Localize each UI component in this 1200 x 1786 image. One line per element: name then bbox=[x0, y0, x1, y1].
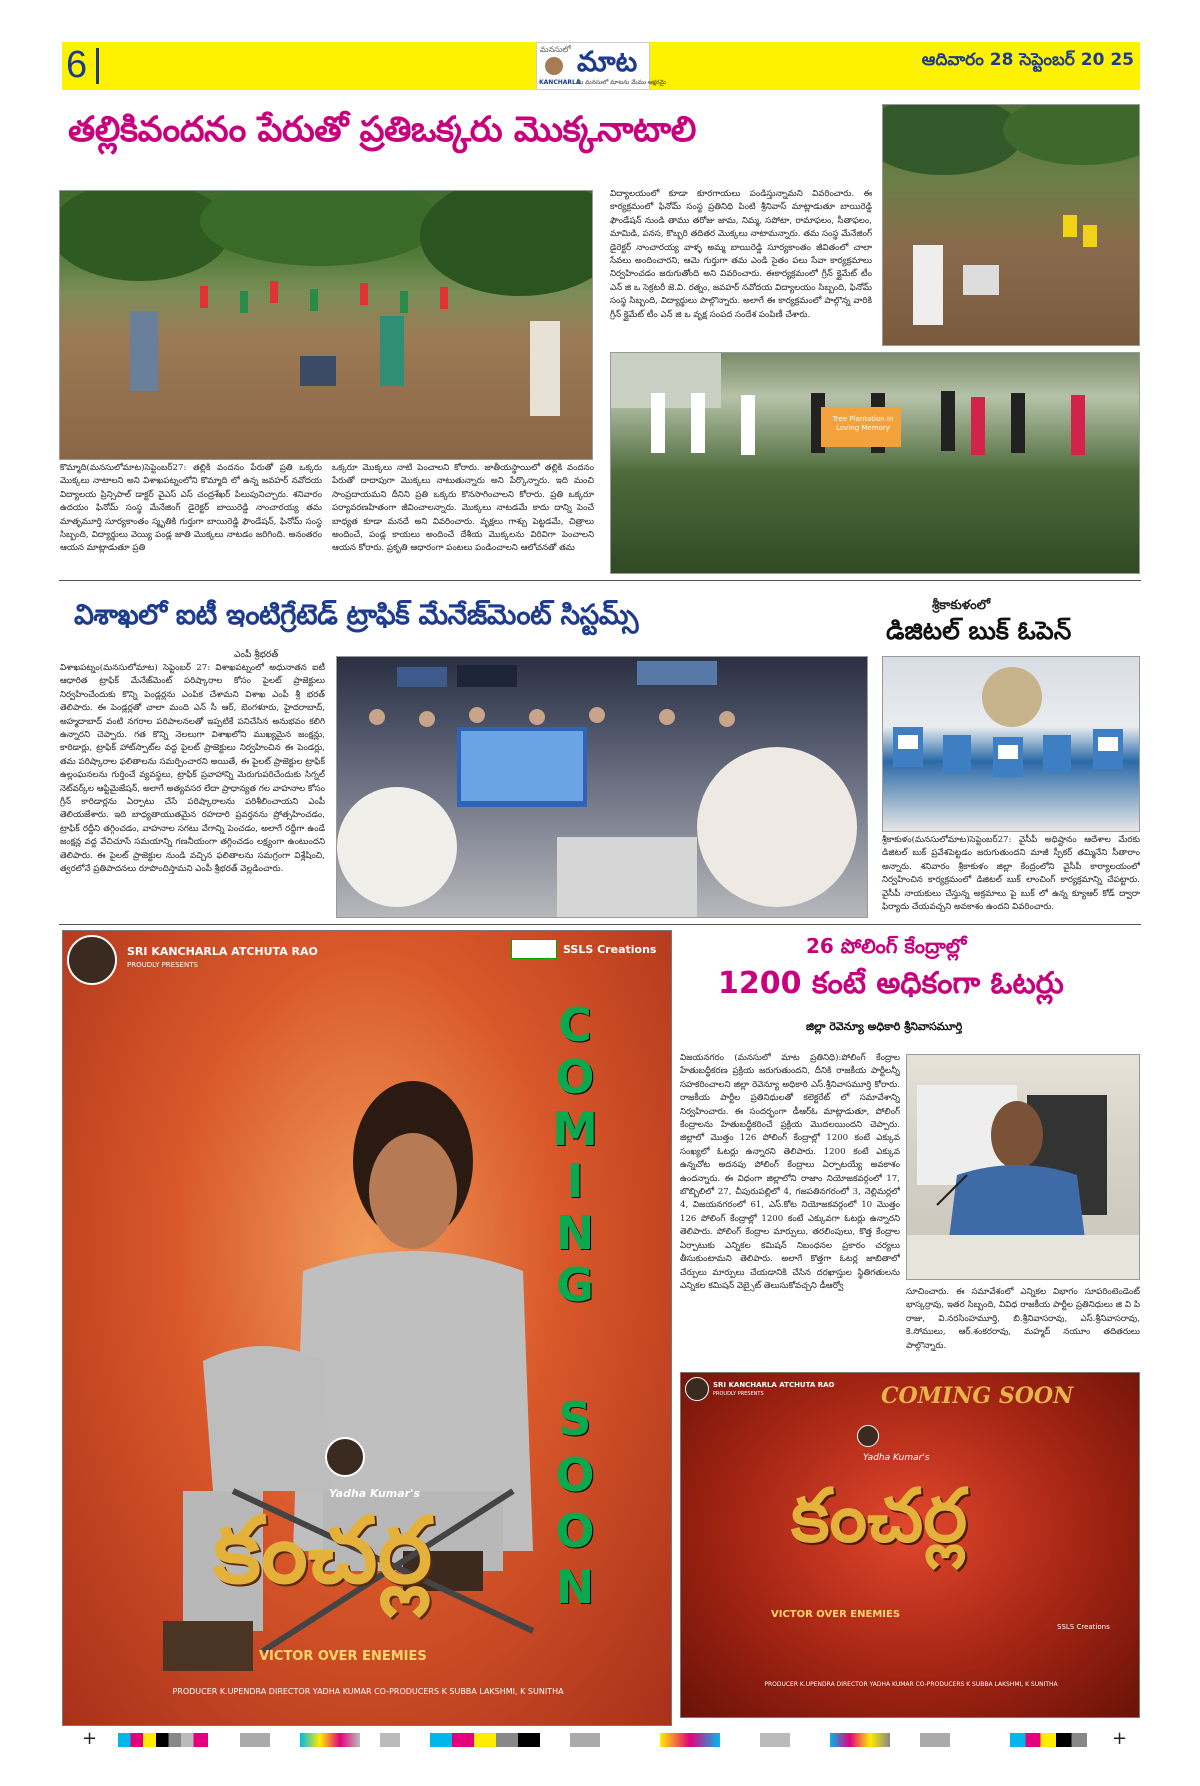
ad-small-banner: SSLS Creations bbox=[1057, 1623, 1110, 1631]
ad-small-director: Yadha Kumar's bbox=[863, 1453, 930, 1463]
ad-small-avatar bbox=[685, 1377, 709, 1401]
article2-headline: విశాఖలో ఐటీ ఇంటిగ్రేటెడ్ ట్రాఫిక్ మేనేజ్‌మెంట్ సిస్టమ్స్ bbox=[74, 598, 639, 631]
article3-headline: డిజిటల్ బుక్ ఓపెన్ bbox=[886, 616, 1072, 645]
page-header bbox=[62, 42, 1140, 90]
masthead-tagline: మీ మనసులో మాటను మేము ఆక్షరమై bbox=[577, 79, 666, 86]
group-scene-icon bbox=[611, 353, 1140, 574]
ad-large-title: కంచర్ల bbox=[213, 1497, 433, 1604]
masthead-small: మనసులో bbox=[540, 45, 571, 54]
divider-1 bbox=[59, 580, 1141, 581]
masthead bbox=[536, 42, 666, 90]
movie-ad-small bbox=[680, 1372, 1140, 1718]
article3-caption: శ్రీకాకుళం(మనసులోమాట)సెప్టెంబర్27: వైసీపీ అధిష్టానం ఆదేశాల మేరకు డిజిటల్ బుక్ ప్రవేశపెట్టడం జరుగుతుందని మాజీ స్పీకర్ తమ్మినేని సీతారాం అన్నారు. శనివారం శ్రీకాకుళం జిల్లా కేంద్రంలోని వైసీపీ కార్యాలయంలో నిర్వహించిన కార్యక్రమంలో డిజిటల్ బుక్ లాంచింగ్ కార్యక్రమాన్ని చేపట్టారు. వైసీపీ నాయకులు చేస్తున్న అక్రమాలు పై బుక్ లో ఉన్న క్యూఆర్ కోడ్ ద్వారా ఫిర్యాదు చేయవచ్చని అవకాశం ఉందని వివరించారు. bbox=[882, 835, 1140, 913]
ad-large-director-avatar bbox=[325, 1437, 365, 1477]
plantation-photo-main bbox=[59, 190, 593, 460]
plantation-scene-icon bbox=[60, 191, 593, 460]
divider-2 bbox=[59, 924, 1141, 925]
article4-headline-2: 1200 కంటే అధికంగా ఓటర్లు bbox=[718, 966, 1064, 1001]
color-bar-8 bbox=[760, 1733, 790, 1747]
ad-large-coming: COMING bbox=[552, 998, 598, 1312]
article2-byline: ఎంపీ శ్రీభరత్ bbox=[234, 650, 279, 660]
article1-col1: కొమ్మాది(మనసులోమాట)సెప్టెంబర్27: తల్లికి వందనం పేరుతో ప్రతి ఒక్కరు మొక్కలు నాటాలని అని విశాఖపట్నంలోని కొమ్మాది లో ఉన్న జవహర్ నవోదయ విద్యాలయ ప్రిన్సిపాల్ డాక్టర్ వైఎస్ ఎస్ చంద్రశేఖర్ పిలుపునిచ్చారు. శనివారం ఉదయం ఫినోమ్ సంస్థ మేనేజింగ్ డైరెక్టర్ బాయిరెడ్డి నాంచారయ్య తమ మాతృమూర్తి సూర్యకాంతం స్మృతికి గుర్తుగా బాయిరెడ్డి ఫౌండేషన్, ఫినోమ్ సంస్థ సిబ్బంది, విద్యార్థులు వెయ్యి పండ్ల జాతి మొక్కలు నాటడం జరిగింది. అనంతరం ఆయన మాట్లాడుతూ ప్రతి bbox=[60, 463, 322, 554]
plantation-photo-right bbox=[882, 104, 1140, 346]
article1-col2: ఒక్కరూ మొక్కలు నాటి పెంచాలని కోరారు. జాతీయస్థాయిలో తల్లికి వందనం పేరుతో దాదాపుగా మొక్కలు నాటుతున్నారు అని పేర్కొన్నారు. ఇది మంచి సాంప్రదాయమని దీనిని ప్రతి ఒక్కరు కొనసాగించాలని కోరారు. ప్రతి ఒక్కరూ పర్యావరణహితంగా జీవించాలన్నారు. మొక్కలు నాటడమే కాదు దాన్ని పెంచే బాధ్యత కూడా మనదే అని వివరించారు. వృక్షలు గాశ్చు పెట్టడమే, చిత్రాలు అందించే, పండ్ల కాయలు అందించే దేశీయ మొక్కలను విరివిగా పెంచాలని ఆయన కోరారు. ప్రకృతి ఆధారంగా పంటలు పండించాలని ఆలోచనతో తమ bbox=[332, 463, 594, 554]
color-bar-6 bbox=[570, 1733, 600, 1747]
header-date: ఆదివారం 28 సెప్టెంబర్ 20 25 bbox=[921, 50, 1134, 70]
color-bar-9 bbox=[830, 1733, 890, 1747]
ad-large-logo-icon bbox=[511, 939, 557, 959]
page-number: 6 bbox=[66, 44, 88, 86]
plantation-banner-text: Tree Plantation In Loving Memory bbox=[832, 415, 894, 432]
color-bar-11 bbox=[1010, 1733, 1106, 1747]
color-bar-2 bbox=[240, 1733, 270, 1747]
color-bar-3 bbox=[300, 1733, 360, 1747]
movie-ad-large bbox=[62, 930, 672, 1726]
color-bar-4 bbox=[380, 1733, 400, 1747]
color-bar-1 bbox=[118, 1733, 208, 1747]
traffic-meeting-photo bbox=[336, 656, 868, 918]
masthead-logo-icon bbox=[545, 57, 563, 75]
ad-large-tagline: VICTOR OVER ENEMIES bbox=[259, 1649, 427, 1664]
article2-body: విశాఖపట్నం(మనసులోమాట) సెప్టెంబర్ 27: విశాఖపట్నంలో అధునాతన ఐటీ ఆధారిత ట్రాఫిక్ మేనేజ్‌మెంట్ పరిష్కారాల కోసం పైలట్ ప్రాజెక్టులు నిర్వహించేందుకు కొన్ని పెండ్లర్లను ఎంపిక చేశామని విశాఖ ఎంపీ శ్రీ భరత్ తెలిపారు. ఈ పెండ్లర్లతో చాలా మంది ఎన్ సీ ఆర్, బెంగళూరు, హైదరాబాద్, అహ్మదాబాద్ వంటి నగరాల పరిపాలనలతో ఇప్పటికే పనిచేసిన అనుభవం కలిగి ఉన్నారని చెప్పారు. గత కొన్ని నెలలుగా విశాఖలోని ముఖ్యమైన జంక్షన్లు, కారిడార్లు, ట్రాఫిక్ హాట్‌స్పాట్‌ల వద్ద పైలట్ ప్రాజెక్టులు నిర్వహించిన ఈ పెండర్లు, తమ పరిష్కారాల ఫలితాలను సమర్పించారని అయితే, ఈ పైలట్ ప్రాజెక్టుల ట్రాఫిక్ ఉల్లంఘనలను గుర్తించే వ్యవస్థలు, ట్రాఫిక్ ప్రవాహాన్ని మెరుగుపరిచేందుకు సిగ్నల్ నెట్‌వర్క్‌ల ఆప్టిమైజేషన్, అలాగే అత్యవసర లేదా ప్రాధాన్యత గల వాహనాల కోసం గ్రీన్ కారిడార్లను ఏర్పాటు చేసే పరిష్కారాలను పరిశీలించాయని ఎంపీ తెలియజేశారు. ఇది బాధ్యతాయుతమైన రహదారి ప్రవర్తనను ప్రోత్సహించడం, ట్రాఫిక్ రద్దీని తగ్గించడం, వాహనాల సగటు వేగాన్ని పెంచడం, అలాగే రద్దీగా ఉండే జంక్షన్ల వద్ద వేచిచూసే సమయాన్ని గణనీయంగా తగ్గించడం లక్ష్యంగా ఉంటుందని తెలిపారు. ఈ పైలట్ ప్రాజెక్టుల నుండి వచ్చిన ఫలితాలను సమగ్రంగా విశ్లేషించి, త్వరలోనే ప్రతిపాదనలు రూపొందిస్తామని ఎంపీ శ్రీభరత్ వెల్లడించారు. bbox=[60, 663, 325, 875]
meeting-scene-icon bbox=[337, 657, 868, 918]
ad-large-director: Yadha Kumar's bbox=[329, 1487, 421, 1500]
article4-headline-1: 26 పోలింగ్ కేంద్రాల్లో bbox=[806, 934, 967, 958]
article3-kicker: శ్రీకాకుళంలో bbox=[932, 598, 991, 613]
plantation-group-photo bbox=[610, 352, 1140, 574]
registration-mark-left: + bbox=[82, 1728, 98, 1749]
ad-small-title: కంచర్ల bbox=[791, 1473, 968, 1559]
ad-small-credits: PRODUCER K.UPENDRA DIRECTOR YADHA KUMAR CO-PRODUCERS K SUBBA LAKSHMI, K SUNITHA bbox=[764, 1681, 1058, 1688]
registration-mark-right: + bbox=[1112, 1728, 1128, 1749]
ad-large-presents: PROUDLY PRESENTS bbox=[127, 961, 198, 969]
ad-large-banner: SSLS Creations bbox=[563, 943, 657, 956]
article1-headline: తల్లికివందనం పేరుతో ప్రతిఒక్కరు మొక్కనాటాలి bbox=[68, 110, 696, 150]
polling-officer-photo bbox=[906, 1054, 1140, 1280]
officer-icon bbox=[907, 1055, 1140, 1280]
ad-large-credits: PRODUCER K.UPENDRA DIRECTOR YADHA KUMAR CO-PRODUCERS K SUBBA LAKSHMI, K SUNITHA bbox=[172, 1687, 564, 1696]
ad-large-avatar bbox=[67, 935, 117, 985]
ad-small-director-avatar bbox=[857, 1425, 879, 1447]
digital-book-photo bbox=[882, 656, 1140, 832]
color-bar-10 bbox=[920, 1733, 950, 1747]
ad-small-coming: COMING SOON bbox=[881, 1383, 1074, 1409]
ad-small-tagline: VICTOR OVER ENEMIES bbox=[771, 1609, 901, 1620]
article4-byline: జిల్లా రెవెన్యూ అధికారి శ్రీనివాసమూర్తి bbox=[806, 1020, 963, 1033]
article4-side: సూచించారు. ఈ సమావేశంలో ఎన్నికల విభాగం సూపరింటెండెంట్ భాస్కర్రావు, ఇతర సిబ్బంది, వివిధ రాజకీయ పార్టీల ప్రతినిధులు జి వి పి రాజు, వి.నరసింహమూర్తి, బి.శ్రీనివాసరావు, ఎస్.శ్రీనివాసరావు, కె.సోములు, ఆర్.శంకరరావు, మహ్మద్ నయూం తదితరులు పాల్గొన్నారు. bbox=[906, 1287, 1140, 1351]
article1-col3: విద్యాలయంలో కూడా కూరగాయలు పండిస్తున్నామని వివరించారు. ఈ కార్యక్రమంలో ఫినోమ్ సంస్థ ప్రతినిధి పింటి శ్రీనివాస్ మాట్లాడుతూ బాయిరెడ్డి ఫౌండేషన్ నుండి తాము తరోజు జామ, నిమ్మ, సపోటా, రామాఫలం, సీతాఫలం, మామిడి, పనస, కొబ్బరి తదితర మొక్కలు నాటామన్నారు. తమ సంస్థ మేనేజింగ్ డైరెక్టర్ నాంచారయ్య వాళ్ళ అమ్మ బాయిరెడ్డి సూర్యకాంతం జీవితంలో చాలా సేవలు అందించారని, ఆమె గుర్తుగా తమ ఎండి సైతం పలు సేవా కార్యక్రమాలు నిర్వహించడం జరుగుతోంది అని వివరించారు. ఈకార్యక్రమంలో గ్రీన్ క్లైమేట్ టీం ఎన్ జి ఒ సెక్రటరీ జె.వి. రత్నం, జవహర్ నవోదయ విద్యాలయం సిబ్బంది, ఫినోమ్ సంస్థ సిబ్బంది, విద్యార్థులు పాల్గొన్నారు. అలాగే ఈ కార్యక్రమంలో పాల్గొన్న వారికి గ్రీన్ క్లైమేట్ టీం ఎన్ జి ఒ వృక్ష సంపద సందేశ పంపిణీ చేశారు. bbox=[610, 189, 872, 320]
ad-small-presenter: SRI KANCHARLA ATCHUTA RAO bbox=[713, 1381, 835, 1389]
article4-body: విజయనగరం (మనసులో మాట ప్రతినిధి):పోలింగ్ కేంద్రాల హేతుబద్ధీకరణ ప్రక్రియ జరుగుతుందని, దీనికి రాజకీయ పార్టీలన్నీ సహకరించాలని జిల్లా రెవెన్యూ అధికారి ఎస్.శ్రీనివాసమూర్తి కోరారు. రాజకీయ పార్టీల ప్రతినిధులతో కలెక్టరేట్ లో సమావేశాన్ని నిర్వహించారు. ఈ సందర్భంగా డీఆర్‌ఓ మాట్లాడుతూ, పోలింగ్ కేంద్రాలను హేతుబద్ధీకరించే ప్రక్రియ మొదలయిందని చెప్పారు. జిల్లాలో మొత్తం 126 పోలింగ్ కేంద్రాల్లో 1200 కంటే ఎక్కువ సంఖ్యలో ఓటర్లు ఉన్నారని తెలిపారు. 1200 కంటే ఎక్కువ ఉన్నచోట అదనపు పోలింగ్ కేంద్రాలు ఏర్పాటయ్యే అవకాశం ఉందన్నారు. ఈ విధంగా జిల్లాలోని రాజాం నియోజకవర్గంలో 17, బొబ్బిలిలో 27, చీపురుపల్లిలో 4, గజపతినగరంలో 3, నెల్లిమర్లలో 4, విజయనగరంలో 61, ఎస్.కోట నియోజకవర్గంలో 10 మొత్తం 126 పోలింగ్ కేంద్రాల్లో 1200 కంటే ఎక్కువగా ఓటర్లు ఉన్నారని తెలిపారు. పోలింగ్ కేంద్రాల మార్పులు, తరలింపులు, కొత్త కేంద్రాల ఏర్పాటుకు ఎన్నికల కమిషన్ నిబంధనల ప్రకారం చర్యలు తీసుకుంటామని తెలిపారు. అలాగే కొత్తగా ఓటర్ల జాబితాలో చేర్పులు మార్పులు చేయడానికి చేసిన దరఖాస్తుల స్థితిగతులను ఎన్నికల కమిషన్ వెబ్సైట్ తెలుసుకోవచ్చని డీఆర్వో bbox=[680, 1053, 900, 1291]
ad-small-presents: PROUDLY PRESENTS bbox=[713, 1391, 764, 1397]
ad-large-presenter: SRI KANCHARLA ATCHUTA RAO bbox=[127, 945, 318, 958]
page-number-divider bbox=[96, 48, 99, 84]
color-bar-5 bbox=[430, 1733, 540, 1747]
ad-large-soon: SOON bbox=[555, 1392, 595, 1614]
book-launch-icon bbox=[883, 657, 1140, 832]
plantation-workers-icon bbox=[883, 105, 1140, 346]
masthead-title: మాట bbox=[577, 45, 638, 78]
color-bar-7 bbox=[660, 1733, 720, 1747]
masthead-sub: KANCHARLA bbox=[539, 79, 581, 86]
